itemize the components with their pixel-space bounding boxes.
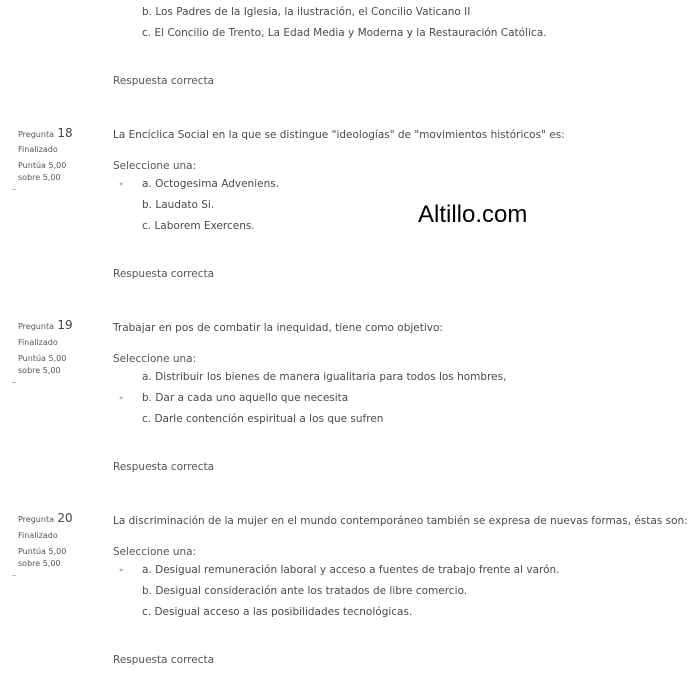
question-label: Pregunta: [18, 515, 54, 524]
question-grade-line1: Puntúa 5,00: [18, 354, 67, 363]
question-grade-line2: sobre 5,00: [18, 559, 61, 568]
flag-mark: [12, 382, 16, 383]
selected-marker-icon: »: [119, 180, 124, 188]
question-grade-line1: Puntúa 5,00: [18, 161, 67, 170]
question-number: 19: [57, 318, 73, 332]
question-grade-line1: Puntúa 5,00: [18, 547, 67, 556]
select-label: Seleccione una:: [113, 546, 197, 558]
prev-feedback: Respuesta correcta: [113, 75, 215, 87]
flag-mark: [12, 575, 16, 576]
option-dot-icon: ·: [121, 375, 123, 382]
question-state: Finalizado: [18, 145, 58, 154]
question-text: La Encíclica Social en la que se distingue "ideologías" de "movimientos históricos" es:: [113, 129, 565, 141]
question-number: 20: [57, 511, 73, 525]
selected-marker-icon: »: [119, 566, 124, 574]
feedback: Respuesta correcta: [113, 654, 215, 666]
question-info-18: [18, 126, 73, 140]
option-dot-icon: ·: [121, 610, 123, 617]
question-info-19: [18, 318, 73, 332]
question-state: Finalizado: [18, 338, 58, 347]
select-label: Seleccione una:: [113, 160, 197, 172]
prev-option-b[interactable]: b. Los Padres de la Iglesia, la ilustración, el Concilio Vaticano II: [142, 6, 471, 18]
option-a[interactable]: a. Distribuir los bienes de manera igualitaria para todos los hombres,: [142, 371, 507, 383]
watermark: Altillo.com: [418, 201, 528, 228]
prev-option-c[interactable]: c. El Concilio de Trento, La Edad Media y Moderna y la Restauración Católica.: [142, 27, 547, 39]
question-info-20: [18, 511, 73, 525]
option-b[interactable]: b. Dar a cada uno aquello que necesita: [142, 392, 349, 404]
flag-mark: [12, 189, 16, 190]
selected-marker-icon: »: [119, 394, 124, 402]
question-text: Trabajar en pos de combatir la inequidad, tiene como objetivo:: [113, 322, 443, 334]
question-grade-line2: sobre 5,00: [18, 366, 61, 375]
option-c[interactable]: c. Desigual acceso a las posibilidades tecnológicas.: [142, 606, 413, 618]
option-a[interactable]: a. Desigual remuneración laboral y acceso a fuentes de trabajo frente al varón.: [142, 564, 560, 576]
question-label: Pregunta: [18, 130, 54, 139]
select-label: Seleccione una:: [113, 353, 197, 365]
question-state: Finalizado: [18, 531, 58, 540]
question-label: Pregunta: [18, 322, 54, 331]
question-text: La discriminación de la mujer en el mundo contemporáneo también se expresa de nuevas formas, éstas son:: [113, 515, 688, 527]
option-dot-icon: ·: [121, 417, 123, 424]
option-c[interactable]: c. Darle contención espiritual a los que sufren: [142, 413, 384, 425]
question-number: 18: [57, 126, 73, 140]
option-b[interactable]: b. Laudato Si.: [142, 199, 215, 211]
option-b[interactable]: b. Desigual consideración ante los tratados de libre comercio.: [142, 585, 468, 597]
option-c[interactable]: c. Laborem Exercens.: [142, 220, 255, 232]
feedback: Respuesta correcta: [113, 461, 215, 473]
question-grade-line2: sobre 5,00: [18, 173, 61, 182]
feedback: Respuesta correcta: [113, 268, 215, 280]
option-a[interactable]: a. Octogesima Adveniens.: [142, 178, 280, 190]
